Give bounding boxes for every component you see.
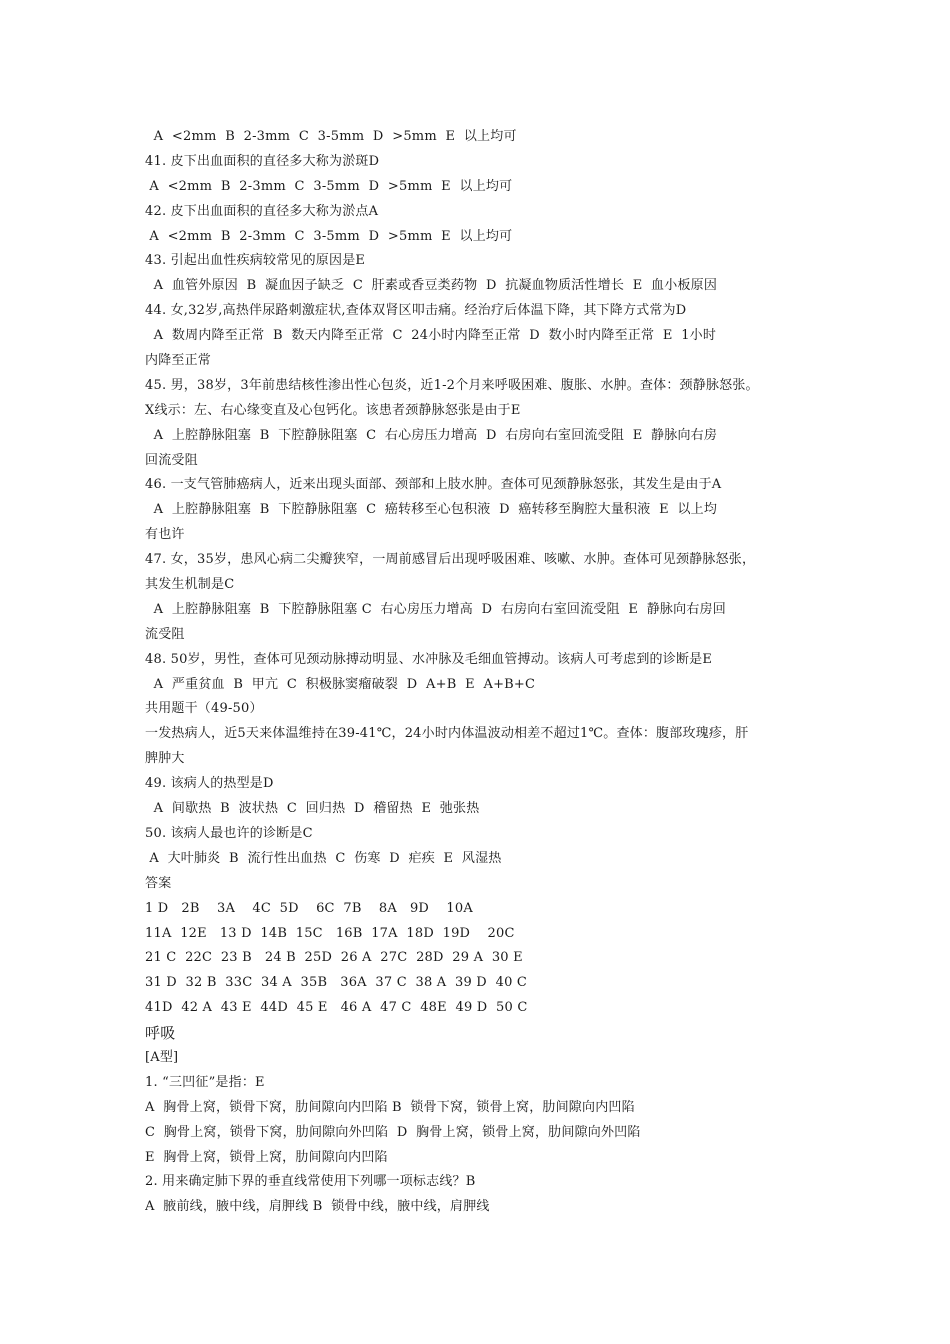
options-line: E 胸骨上窝，锁骨上窝，肋间隙向内凹陷 (145, 1149, 388, 1165)
question-1: 1. “三凹征”是指：E (145, 1074, 265, 1090)
shared-stem-cont: 脾肿大 (145, 751, 185, 767)
answers-row: 41D 42 A 43 E 44D 45 E 46 A 47 C 48E 49 D 50 C (145, 1000, 528, 1016)
question-46: 46. 一支气管肺癌病人，近来出现头面部、颈部和上肢水肿。查体可见颈静脉怒张，其发生是由于A (145, 477, 722, 493)
section-type: [A型] (145, 1049, 179, 1065)
question-43: 43. 引起出血性疾病较常见的原因是E (145, 253, 366, 269)
question-49: 49. 该病人的热型是D (145, 776, 274, 792)
document-page (145, 125, 825, 1220)
answers-row: 11A 12E 13 D 14B 15C 16B 17A 18D 19D 20C (145, 925, 515, 941)
options-line: A 严重贫血 B 甲亢 C 积极脉窦瘤破裂 D A+B E A+B+C (145, 676, 536, 692)
answers-row: 21 C 22C 23 B 24 B 25D 26 A 27C 28D 29 A 30 E (145, 950, 523, 966)
options-line: A <2mm B 2-3mm C 3-5mm D >5mm E 以上均可 (145, 178, 513, 194)
question-44: 44. 女,32岁,高热伴尿路刺激症状,查体双肾区叩击痛。经治疗后体温下降，其下降方式常为D (145, 303, 687, 319)
options-line: A 大叶肺炎 B 流行性出血热 C 伤寒 D 疟疾 E 风湿热 (145, 850, 502, 866)
question-45: 45. 男，38岁，3年前患结核性渗出性心包炎，近1-2个月来呼吸困难、腹胀、水肿。查体：颈静脉怒张。 (145, 377, 759, 393)
answers-row: 31 D 32 B 33C 34 A 35B 36A 37 C 38 A 39 D 40 C (145, 975, 528, 991)
text-line: A <2mm B 2-3mm C 3-5mm D >5mm E 以上均可 (145, 129, 517, 144)
options-line-cont: 流受阻 (145, 626, 185, 642)
options-line-cont: 内降至正常 (145, 353, 212, 369)
answers-row: 1 D 2B 3A 4C 5D 6C 7B 8A 9D 10A (145, 900, 473, 916)
question-2: 2. 用来确定肺下界的垂直线常使用下列哪一项标志线？B (145, 1174, 476, 1190)
options-line: A 上腔静脉阻塞 B 下腔静脉阻塞 C 右心房压力增高 D 右房向右室回流受阻 E 静脉向右房回 (145, 601, 726, 617)
options-line: A 腋前线，腋中线，肩胛线 B 锁骨中线，腋中线，肩胛线 (145, 1199, 490, 1215)
section-heading: 呼吸 (145, 1024, 176, 1043)
options-line: C 胸骨上窝，锁骨下窝，肋间隙向外凹陷 D 胸骨上窝，锁骨上窝，肋间隙向外凹陷 (145, 1124, 641, 1140)
shared-stem: 一发热病人，近5天来体温维持在39-41℃，24小时内体温波动相差不超过1℃。查体：腹部玫瑰疹，肝 (145, 726, 749, 742)
options-line-cont: 有也许 (145, 527, 185, 543)
options-line: A <2mm B 2-3mm C 3-5mm D >5mm E 以上均可 (145, 228, 513, 244)
options-line: A 上腔静脉阻塞 B 下腔静脉阻塞 C 右心房压力增高 D 右房向右室回流受阻 E 静脉向右房 (145, 427, 718, 443)
options-line: A 血管外原因 B 凝血因子缺乏 C 肝素或香豆类药物 D 抗凝血物质活性增长 E 血小板原因 (145, 278, 718, 294)
question-45-cont: X线示：左、右心缘变直及心包钙化。该患者颈静脉怒张是由于E (145, 402, 521, 418)
options-line: A 上腔静脉阻塞 B 下腔静脉阻塞 C 癌转移至心包积液 D 癌转移至胸腔大量积液 E 以上均 (145, 502, 718, 518)
options-line: A 数周内降至正常 B 数天内降至正常 C 24小时内降至正常 D 数小时内降至正常 E 1小时 (145, 328, 717, 344)
question-41: 41. 皮下出血面积的直径多大称为淤斑D (145, 153, 380, 169)
question-48: 48. 50岁，男性，查体可见颈动脉搏动明显、水冲脉及毛细血管搏动。该病人可考虑到的诊断是E (145, 651, 713, 667)
answers-heading: 答案 (145, 875, 172, 891)
options-line: A 胸骨上窝，锁骨下窝，肋间隙向内凹陷 B 锁骨下窝，锁骨上窝，肋间隙向内凹陷 (145, 1099, 635, 1115)
question-47: 47. 女，35岁，患风心病二尖瓣狭窄，一周前感冒后出现呼吸困难、咳嗽、水肿。查体可见颈静脉怒张， (145, 552, 756, 568)
question-42: 42. 皮下出血面积的直径多大称为淤点A (145, 203, 379, 219)
question-50: 50. 该病人最也许的诊断是C (145, 825, 313, 841)
question-47-cont: 其发生机制是C (145, 577, 235, 593)
options-line-cont: 回流受阻 (145, 452, 198, 468)
shared-stem-heading: 共用题干（49-50） (145, 701, 263, 717)
options-line: A 间歇热 B 波状热 C 回归热 D 稽留热 E 弛张热 (145, 801, 480, 817)
